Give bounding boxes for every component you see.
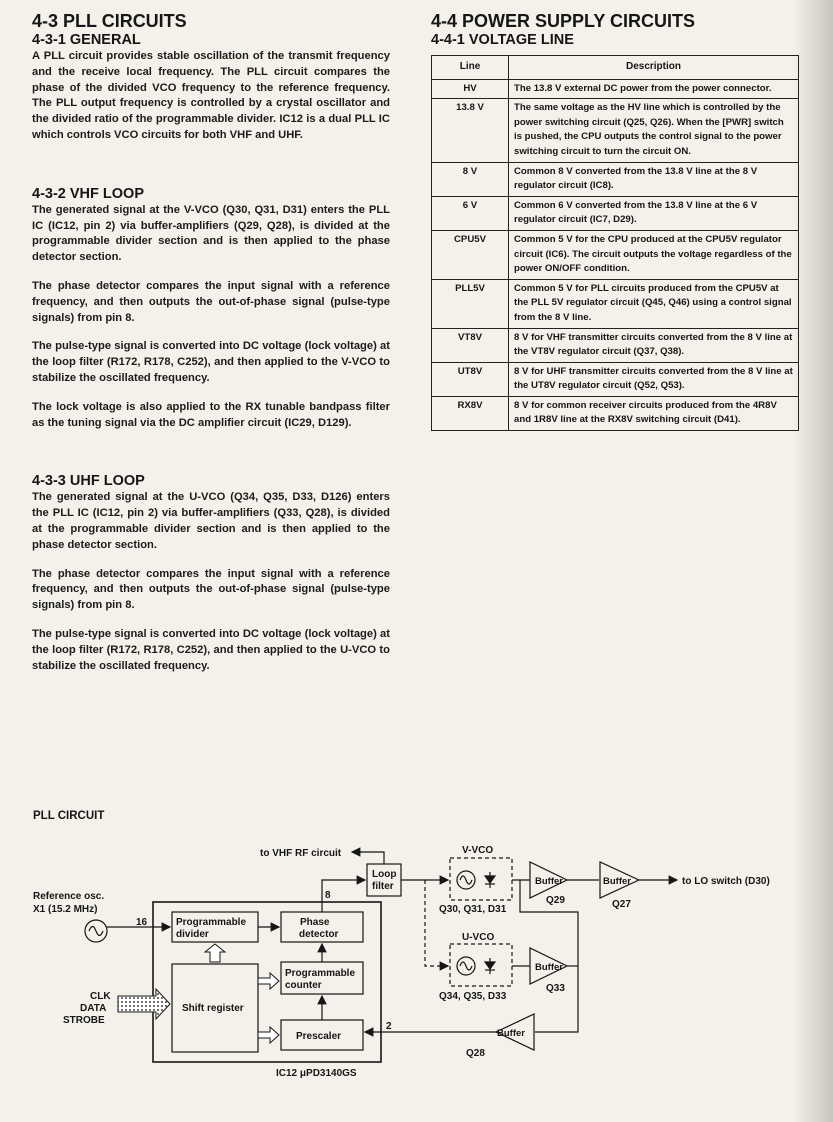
description-cell: The 13.8 V external DC power from the power connector. (509, 79, 799, 99)
column-header-line: Line (432, 56, 509, 80)
label-prescaler: Prescaler (296, 1031, 342, 1042)
label-clk: CLK (90, 991, 111, 1002)
label-buffer-q33: Buffer (535, 962, 563, 973)
diagram-title: PLL CIRCUIT (33, 810, 105, 822)
label-to-lo-switch: to LO switch (D30) (682, 876, 770, 887)
label-q27: Q27 (612, 899, 631, 910)
uhf-paragraph-2: The phase detector compares the input signal with a reference frequency, and then outputs the out-of-phase signal (pulse-type signals) from pin 8. (32, 567, 390, 612)
heading-vhf-loop: 4-3-2 VHF LOOP (32, 185, 144, 202)
heading-general: 4-3-1 GENERAL (32, 32, 141, 48)
v-vco-box (450, 858, 512, 900)
line-cell: PLL5V (432, 279, 509, 328)
label-phase-det-1: Phase (300, 917, 330, 928)
general-paragraph: A PLL circuit provides stable oscillation of the transmit frequency and the receive local frequency. The PLL circuit compares the phase of the divided VCO frequency to the reference frequency. The PLL output frequency is controlled by a crystal oscillator and the divided ratio of the programmable divider. IC12 is a dual PLL IC which controls VCO circuits for both VHF and UHF. (32, 50, 390, 141)
label-to-vhf-rf: to VHF RF circuit (260, 848, 342, 859)
description-cell: 8 V for VHF transmitter circuits converted from the 8 V line at the VT8V regulator circuit (Q37, Q38). (509, 328, 799, 362)
label-data: DATA (80, 1003, 107, 1014)
u-vco-box (450, 944, 512, 986)
description-cell: Common 8 V converted from the 13.8 V line at the 8 V regulator circuit (IC8). (509, 162, 799, 196)
description-cell: Common 5 V for the CPU produced at the CPU5V regulator circuit (IC6). The circuit outputs the voltage regardless of the power ON/OFF condition. (509, 230, 799, 279)
description-cell: 8 V for common receiver circuits produced from the 4R8V and 1R8V line at the RX8V switching circuit (D41). (509, 396, 799, 430)
label-shift-register: Shift register (182, 1003, 244, 1014)
uhf-paragraph-1: The generated signal at the U-VCO (Q34, Q35, D33, D126) enters the PLL IC (IC12, pin 2) via buffer-amplifiers (Q33, Q28), is divided at the programmable divider section and is then applied to the phase detector section. (32, 491, 390, 551)
label-u-vco: U-VCO (462, 932, 495, 943)
label-buffer-q29: Buffer (535, 876, 563, 887)
label-q29: Q29 (546, 895, 565, 906)
line-cell: VT8V (432, 328, 509, 362)
description-cell: Common 6 V converted from the 13.8 V line at the 6 V regulator circuit (IC7, D29). (509, 196, 799, 230)
label-u-vco-parts: Q34, Q35, D33 (439, 991, 507, 1002)
label-prog-cnt-1: Programmable (285, 968, 356, 979)
line-cell: CPU5V (432, 230, 509, 279)
label-pin2: 2 (386, 1021, 392, 1032)
section-title-power: 4-4 POWER SUPPLY CIRCUITS (431, 11, 696, 31)
line-cell: 6 V (432, 196, 509, 230)
serial-input-arrow (118, 989, 170, 1019)
line-cell: 8 V (432, 162, 509, 196)
uhf-paragraph-3: The pulse-type signal is converted into DC voltage (lock voltage) at the loop filter (R172, R178, C252), and then applied to the U-VCO to stabilize the oscillated frequency. (32, 627, 390, 672)
heading-voltage-line: 4-4-1 VOLTAGE LINE (431, 32, 574, 48)
label-pin8: 8 (325, 890, 331, 901)
label-prog-div-2: divider (176, 929, 209, 940)
label-ref-osc-2: X1 (15.2 MHz) (33, 904, 98, 915)
line-cell: 13.8 V (432, 99, 509, 162)
description-cell: Common 5 V for PLL circuits produced from the CPU5V at the PLL 5V regulator circuit (Q45, Q46) using a control signal from the 8 V line. (509, 279, 799, 328)
description-cell: 8 V for UHF transmitter circuits converted from the 8 V line at the UT8V regulator circuit (Q52, Q53). (509, 362, 799, 396)
label-v-vco: V-VCO (462, 845, 494, 856)
vhf-paragraph-4: The lock voltage is also applied to the RX tunable bandpass filter as the tuning signal via the DC amplifier circuit (IC29, D129). (32, 400, 390, 429)
label-buffer-q28: Buffer (497, 1028, 525, 1039)
vhf-paragraph-3: The pulse-type signal is converted into DC voltage (lock voltage) at the loop filter (R172, R178, C252), and then applied to the V-VCO to stabilize the oscillated frequency. (32, 340, 390, 384)
label-ic12: IC12 μPD3140GS (276, 1068, 357, 1079)
description-cell: The same voltage as the HV line which is controlled by the power switching circuit (Q25, Q26). When the [PWR] switch is pushed, the CPU outputs the control signal to the power switching circuit to turn the circuit ON. (509, 99, 799, 162)
label-strobe: STROBE (63, 1015, 105, 1026)
line-cell: HV (432, 79, 509, 99)
label-ref-osc-1: Reference osc. (33, 891, 105, 902)
label-prog-cnt-2: counter (285, 980, 322, 991)
section-title-pll: 4-3 PLL CIRCUITS (32, 11, 187, 31)
label-v-vco-parts: Q30, Q31, D31 (439, 904, 507, 915)
line-cell: RX8V (432, 396, 509, 430)
label-loop-filter-1: Loop (372, 869, 397, 880)
label-pin16: 16 (136, 917, 148, 928)
vhf-paragraph-1: The generated signal at the V-VCO (Q30, Q31, D31) enters the PLL IC (IC12, pin 2) via buffer-amplifiers (Q29, Q28), is divided at the programmable divider section and is then applied to the phase detector section. (32, 203, 390, 264)
label-q33: Q33 (546, 983, 565, 994)
heading-uhf-loop: 4-3-3 UHF LOOP (32, 473, 145, 490)
label-buffer-q27: Buffer (603, 876, 631, 887)
label-q28: Q28 (466, 1048, 485, 1059)
label-phase-det-2: detector (299, 929, 339, 940)
vhf-paragraph-2: The phase detector compares the input signal with a reference frequency, and then outputs the out-of-phase signal (pulse-type signals) from pin 8. (32, 279, 390, 324)
label-prog-div-1: Programmable (176, 917, 247, 928)
label-loop-filter-2: filter (372, 881, 394, 892)
line-cell: UT8V (432, 362, 509, 396)
column-header-description: Description (509, 56, 799, 80)
